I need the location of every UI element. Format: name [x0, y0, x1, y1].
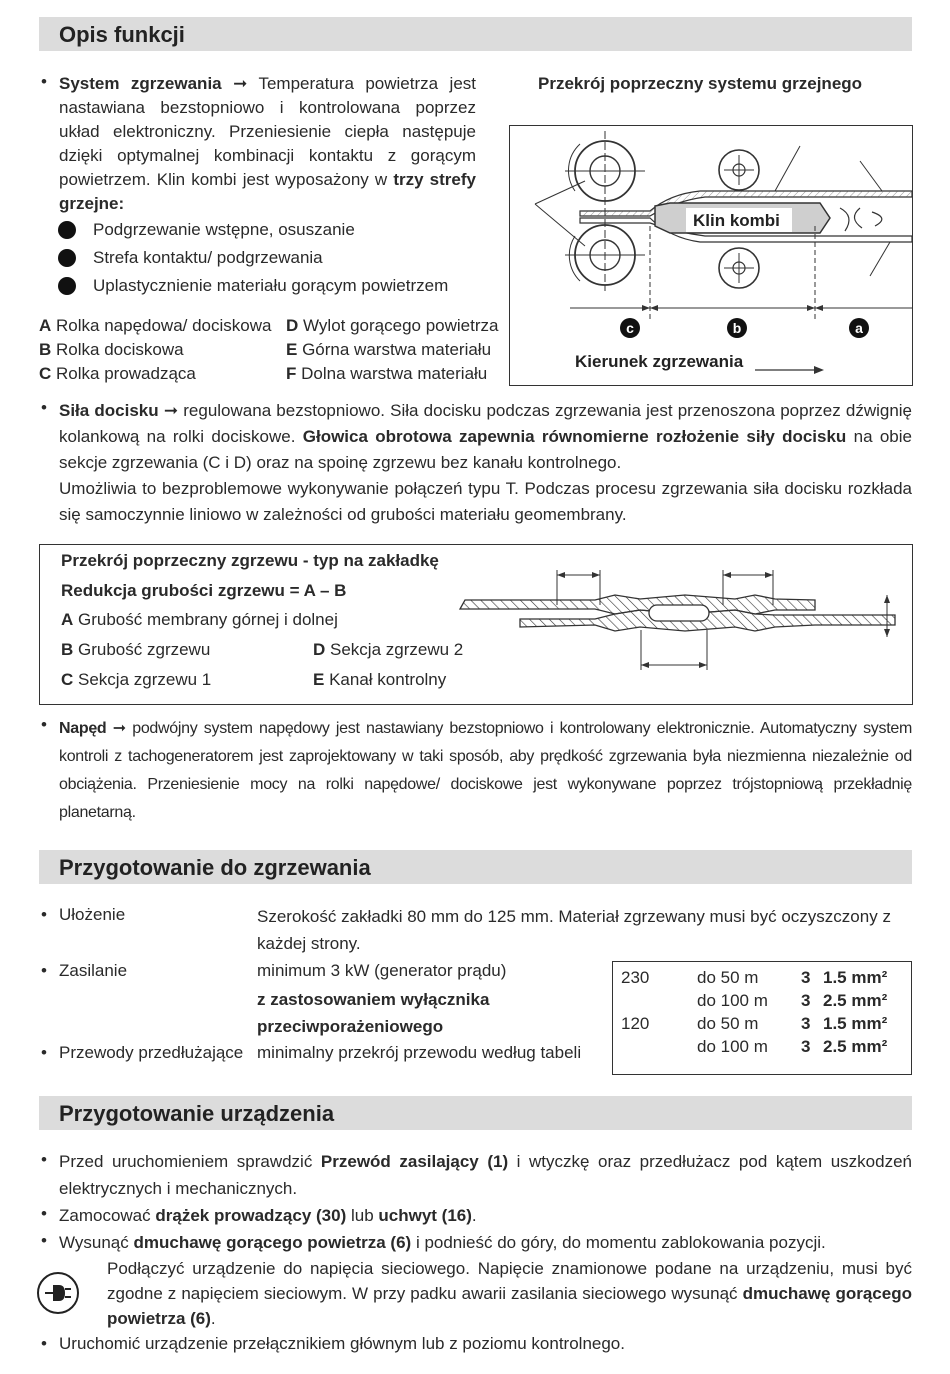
- drive-paragraph: Napęd ➞ podwójny system napędowy jest nastawiany bezstopniowo i kontrolowany elektronicznie. Automatyczny system kontroli z tachogeneratorem jest zaprojektowany w taki sposób, aby prędkość zgrzewania była niezmienna niezależnie od obciążenia. Przeniesienie mocy na rolki napędowe/ dociskowe jest wykonywane poprzez trójstopniową przekładnię planetarną.: [59, 720, 912, 821]
- zone-c-label: c: [626, 320, 634, 336]
- zone-dot-icon: [58, 221, 76, 239]
- prep-text: minimum 3 kW (generator prądu): [257, 961, 507, 980]
- legend-item: C Rolka prowadząca: [39, 364, 196, 383]
- zone-item: Uplastycznienie materiału gorącym powietrzem: [93, 276, 449, 295]
- zone-b-label: b: [732, 320, 742, 336]
- device-prep-item: Wysunąć dmuchawę gorącego powietrza (6) i podnieść do góry, do momentu zablokowania pozycji.: [59, 1233, 826, 1252]
- section-title: Przygotowanie urządzenia: [59, 1101, 335, 1126]
- device-prep-item: Zamocować drążek prowadzący (30) lub uchwyt (16).: [59, 1206, 477, 1225]
- legend-item: A Rolka napędowa/ dociskowa: [39, 316, 272, 335]
- weld-item: A Grubość membrany górnej i dolnej: [61, 610, 338, 629]
- legend-item: F Dolna warstwa materiału: [286, 364, 488, 383]
- heating-diagram-svg: [510, 126, 912, 385]
- prep-label: Zasilanie: [59, 961, 128, 980]
- diagram-title: Przekrój poprzeczny systemu grzejnego: [538, 74, 863, 93]
- power-plug-icon: [35, 1270, 81, 1316]
- system-text: Temperatura powietrza jest nastawiana bezstopniowo i kontrolowana poprzez układ elektroniczny. Przeniesienie ciepła następuje dzięki optymalnej kombinacji kontaktu z gorącym powietrzem. Klin kombi jest wyposażony w: [59, 74, 476, 189]
- prep-text: Szerokość zakładki 80 mm do 125 mm. Materiał zgrzewany musi być oczyszczony z każdej strony.: [257, 907, 891, 953]
- direction-label: Kierunek zgrzewania: [575, 352, 744, 371]
- force-paragraph: Siła docisku ➞ regulowana bezstopniowo. Siła docisku podczas zgrzewania jest przenoszona poprzez dźwignię kolankową na rolki dociskowe. Głowica obrotowa zapewnia równomierne rozłożenie siły docisku na obie sekcje zgrzewania (C i D) oraz na spoinę zgrzewu bez kanału kontrolnego.: [59, 401, 913, 472]
- zone-item: Strefa kontaktu/ podgrzewania: [93, 248, 323, 267]
- force-paragraph-2: Umożliwia to bezproblemowe wykonywanie połączeń typu T. Podczas procesu zgrzewania siła docisku rozkłada się samoczynnie liniowo w zależności od grubości materiału geomembrany.: [59, 479, 912, 524]
- prep-text: minimalny przekrój przewodu według tabeli: [257, 1043, 582, 1062]
- section-title: Przygotowanie do zgrzewania: [59, 855, 371, 880]
- table-row: 120 do 50 m 3 1.5 mm²: [621, 1014, 888, 1033]
- wedge-label: Klin kombi: [693, 211, 780, 230]
- legend-item: B Rolka dociskowa: [39, 340, 184, 359]
- cable-table: [612, 961, 912, 1075]
- arrow-icon: ➞: [233, 74, 248, 93]
- arrow-icon: ➞: [163, 401, 179, 420]
- weld-item: B Grubość zgrzewu: [61, 640, 211, 659]
- weld-item: E Kanał kontrolny: [313, 670, 447, 689]
- section-header: [39, 17, 912, 51]
- bullet-dot: •: [41, 398, 47, 417]
- device-prep-item: Uruchomić urządzenie przełącznikiem głównym lub z poziomu kontrolnego.: [59, 1334, 625, 1353]
- system-label: System zgrzewania: [59, 74, 222, 93]
- system-paragraph: [59, 72, 476, 216]
- bullet-dot: •: [41, 72, 47, 91]
- zone-dot-icon: [58, 277, 76, 295]
- section-header: [39, 1096, 912, 1130]
- prep-bold: z zastosowaniem wyłącznika przeciwporażeniowego: [257, 990, 490, 1036]
- weld-item: C Sekcja zgrzewu 1: [61, 670, 212, 689]
- table-row: do 100 m 3 2.5 mm²: [697, 1037, 888, 1056]
- zone-dot-icon: [58, 249, 76, 267]
- prep-label: Przewody przedłużające: [59, 1043, 244, 1062]
- heating-diagram: [509, 125, 913, 386]
- table-row: 230 do 50 m 3 1.5 mm²: [621, 968, 888, 987]
- device-prep-item: Przed uruchomieniem sprawdzić Przewód zasilający (1) i wtyczkę oraz przedłużacz pod kątem uszkodzeń elektrycznych i mechanicznych.: [59, 1152, 912, 1198]
- legend-item: D Wylot gorącego powietrza: [286, 316, 499, 335]
- system-bold-end: trzy strefy grzejne:: [59, 170, 476, 213]
- legend-item: E Górna warstwa materiału: [286, 340, 492, 359]
- table-row: do 100 m 3 2.5 mm²: [697, 991, 888, 1010]
- section-title: Opis funkcji: [59, 22, 185, 47]
- weld-section-svg: [455, 565, 905, 685]
- weld-title: Przekrój poprzeczny zgrzewu - typ na zakładkę: [61, 551, 439, 570]
- zone-a-label: a: [855, 320, 863, 336]
- weld-item: D Sekcja zgrzewu 2: [313, 640, 464, 659]
- weld-box: [39, 544, 913, 705]
- bullet-dot: •: [41, 715, 47, 734]
- weld-subtitle: Redukcja grubości zgrzewu = A – B: [61, 581, 347, 600]
- zone-item: Podgrzewanie wstępne, osuszanie: [93, 220, 355, 239]
- prep-label: Ułożenie: [59, 905, 126, 924]
- power-note: Podłączyć urządzenie do napięcia sieciowego. Napięcie znamionowe podane na urządzeniu, musi być zgodne z napięciem sieciowym. W przy padku awarii zasilania sieciowego wysunąć dmuchawę gorącego powietrza (6).: [107, 1259, 912, 1328]
- section-header: [39, 850, 912, 884]
- arrow-icon: ➞: [112, 720, 126, 737]
